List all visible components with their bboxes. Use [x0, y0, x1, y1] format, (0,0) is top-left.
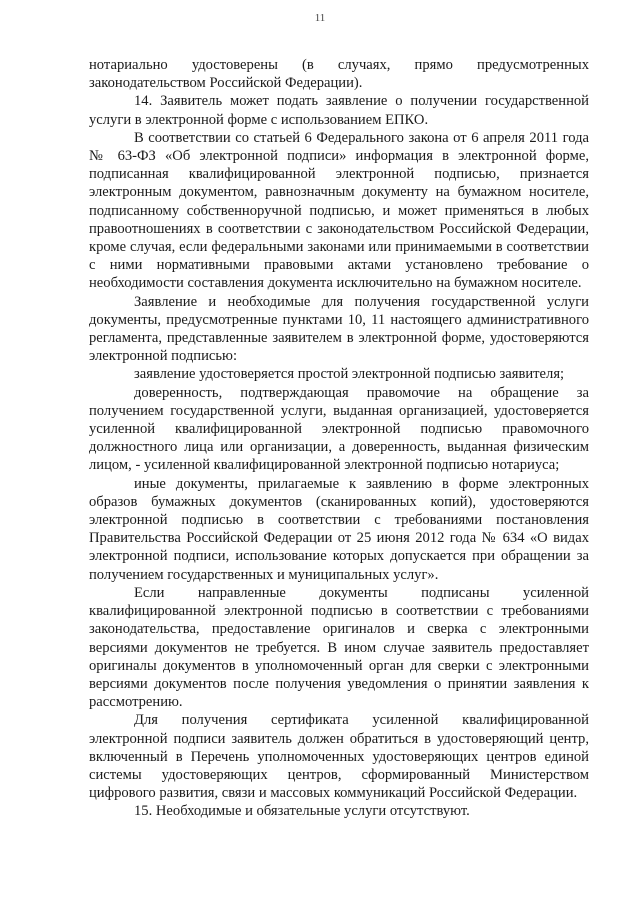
- paragraph-item-14: 14. Заявитель может подать заявление о получении государственной услуги в электронной форме с использованием ЕПКО.: [89, 93, 589, 128]
- paragraph-application-signature: заявление удостоверяется простой электронной подписью заявителя;: [134, 366, 565, 383]
- paragraph-certificate: Для получения сертификата усиленной квалифицированной электронной подписи заявитель должен обратиться в удостоверяющий центр, включенный в Перечень уполномоченных удостоверяющих центров единой системы удостоверяющих центров, сформированный Министерством цифрового развития, связи и массовых коммуникаций Российской Федерации.: [89, 712, 589, 802]
- paragraph-documents-signature: Заявление и необходимые для получения государственной услуги документы, предусмотренные пунктами 10, 11 настоящего административного регламента, представленные заявителем в электронной форме, удостоверяются электронной подписью:: [89, 293, 589, 365]
- paragraph-power-of-attorney: доверенность, подтверждающая правомочие на обращение за получением государственной услуги, выданная организацией, удостоверяется усиленной квалифицированной электронной подписью правомочного должностного лица или организации, а доверенность, выданная физическим лицом, - усиленной квалифицированной электронной подписью нотариуса;: [89, 384, 589, 474]
- paragraph-continuation: нотариально удостоверены (в случаях, прямо предусмотренных законодательством Российской Федерации).: [89, 57, 589, 92]
- paragraph-item-15: 15. Необходимые и обязательные услуги отсутствуют.: [134, 803, 470, 820]
- document-body: [89, 56, 589, 821]
- paragraph-other-documents: иные документы, прилагаемые к заявлению в форме электронных образов бумажных документов (сканированных копий), удостоверяются электронной подписью в соответствии с требованиями постановления Правительства Российской Федерации от 25 июня 2012 года № 634 «О видах электронной подписи, использование которых допускается при обращении за получением государственных и муниципальных услуг».: [89, 475, 589, 583]
- paragraph-originals-verification: Если направленные документы подписаны усиленной квалифицированной электронной подписью в соответствии с требованиями законодательства, предоставление оригиналов и сверка с электронными версиями документов не требуется. В ином случае заявитель предоставляет оригиналы документов в уполномоченный орган для сверки с электронными версиями документов после получения уведомления о принятии заявления к рассмотрению.: [89, 584, 589, 711]
- page-number: 11: [314, 12, 326, 24]
- paragraph-electronic-signature-law: В соответствии со статьей 6 Федерального закона от 6 апреля 2011 года № 63-ФЗ «Об электронной подписи» информация в электронной форме, подписанная квалифицированной электронной подписью, признается электронным документом, равнозначным документу на бумажном носителе, подписанному собственноручной подписью, и может применяться в любых правоотношениях в соответствии с законодательством Российской Федерации, кроме случая, если федеральными законами или принимаемыми в соответствии с ними нормативными правовыми актами установлено требование о необходимости составления документа исключительно на бумажном носителе.: [89, 129, 589, 292]
